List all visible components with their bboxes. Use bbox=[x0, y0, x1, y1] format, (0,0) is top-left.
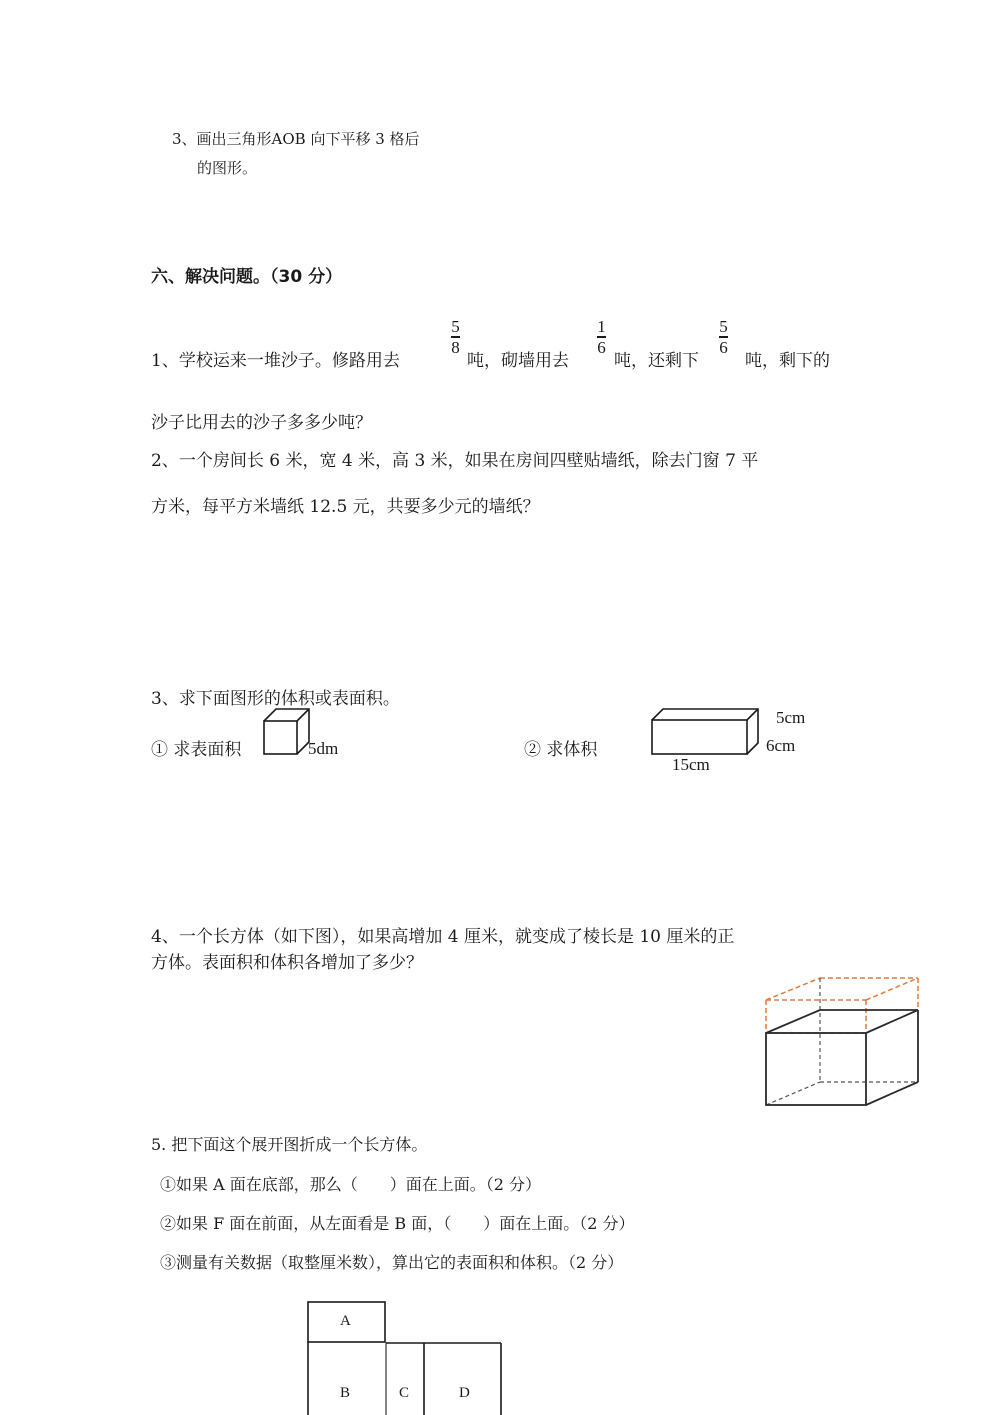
cuboid-height-label: 6cm bbox=[766, 736, 796, 755]
net-face-c: C bbox=[399, 1385, 410, 1401]
problem-4-line1: 4、一个长方体（如下图），如果高增加 4 厘米，就变成了棱长是 10 厘米的正 bbox=[151, 927, 735, 947]
cuboid-to-cube-figure bbox=[760, 972, 930, 1112]
fraction-denominator: 8 bbox=[451, 337, 460, 357]
problem-3-title: 3、求下面图形的体积或表面积。 bbox=[151, 689, 400, 709]
fraction-numerator: 5 bbox=[719, 317, 728, 336]
fraction-numerator: 5 bbox=[451, 317, 460, 336]
cuboid-length-label: 15cm bbox=[672, 755, 710, 774]
fraction-denominator: 6 bbox=[597, 337, 606, 357]
problem-1-line2: 沙子比用去的沙子多多少吨？ bbox=[151, 413, 372, 433]
problem-2-line1: 2、一个房间长 6 米，宽 4 米，高 3 米，如果在房间四壁贴墙纸，除去门窗 7 平 bbox=[151, 451, 759, 471]
net-face-a: A bbox=[340, 1313, 351, 1329]
problem-5-sub3: ③测量有关数据（取整厘米数），算出它的表面积和体积。（2 分） bbox=[160, 1253, 624, 1272]
cuboid-figure bbox=[648, 702, 768, 762]
problem-1-text-a: 1、学校运来一堆沙子。修路用去 bbox=[151, 351, 400, 371]
fraction-5-8 bbox=[451, 318, 460, 356]
problem-4-line2: 方体。表面积和体积各增加了多少？ bbox=[151, 953, 423, 973]
cuboid-depth-label: 5cm bbox=[776, 708, 806, 727]
problem-3-part1-label: ① 求表面积 bbox=[151, 740, 242, 760]
fraction-denominator: 6 bbox=[719, 337, 728, 357]
net-face-b: B bbox=[340, 1385, 351, 1401]
cube-edge-label: 5dm bbox=[308, 739, 339, 758]
problem-5-title: 5. 把下面这个展开图折成一个长方体。 bbox=[151, 1135, 428, 1154]
translate-task-line2: 的图形。 bbox=[197, 159, 258, 177]
net-face-d: D bbox=[459, 1385, 470, 1401]
problem-1-text-d: 吨，剩下的 bbox=[745, 351, 830, 371]
translate-task-line1: 3、画出三角形AOB 向下平移 3 格后 bbox=[172, 130, 420, 148]
problem-1-text-b: 吨，砌墙用去 bbox=[467, 351, 569, 371]
section-title: 六、解决问题。（30 分） bbox=[151, 267, 343, 287]
problem-3-part2-label: ② 求体积 bbox=[524, 740, 598, 760]
fraction-1-6 bbox=[597, 318, 606, 356]
fraction-5-6 bbox=[719, 318, 728, 356]
fraction-numerator: 1 bbox=[597, 317, 606, 336]
problem-5-sub2: ②如果 F 面在前面，从左面看是 B 面，（ ）面在上面。（2 分） bbox=[160, 1214, 635, 1233]
problem-5-sub1: ①如果 A 面在底部，那么（ ）面在上面。（2 分） bbox=[160, 1175, 541, 1194]
problem-2-line2: 方米，每平方米墙纸 12.5 元，共要多少元的墙纸？ bbox=[151, 497, 540, 517]
problem-1-text-c: 吨，还剩下 bbox=[614, 351, 699, 371]
